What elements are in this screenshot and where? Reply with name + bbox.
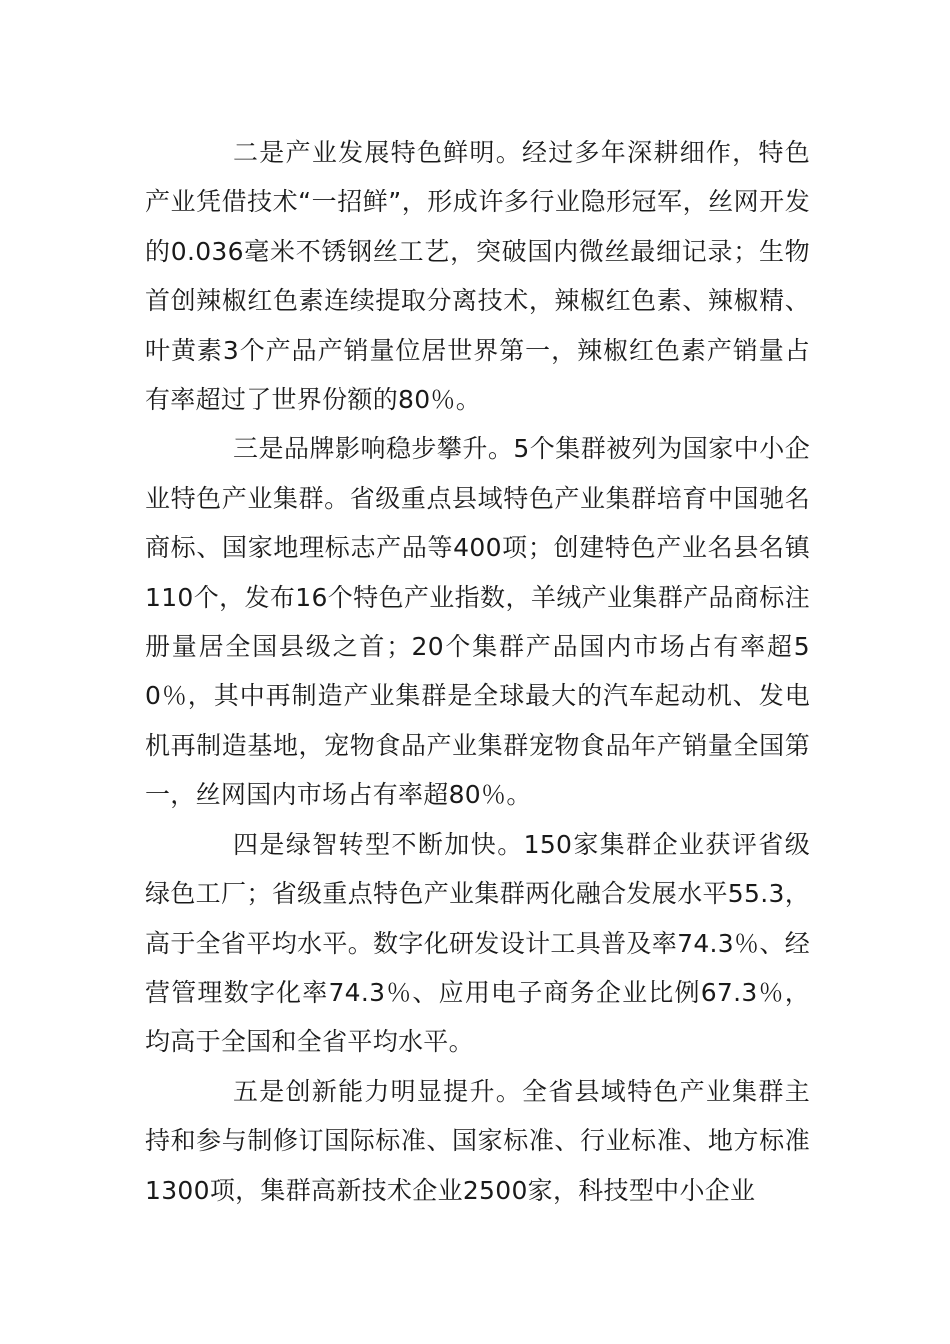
paragraph-innovation-capability: 五是创新能力明显提升。全省县域特色产业集群主持和参与制修订国际标准、国家标准、行业标准、地方标准1300项，集群高新技术企业2500家，科技型中小企业 bbox=[145, 1076, 810, 1205]
paragraph-green-smart-transformation: 四是绿智转型不断加快。150家集群企业获评省级绿色工厂；省级重点特色产业集群两化融合发展水平55.3，高于全省平均水平。数字化研发设计工具普及率74.3％、经营管理数字化率74.3％、应用电子商务企业比例67.3％，均高于全国和全省平均水平。 bbox=[145, 829, 810, 1057]
paragraph-brand-influence: 三是品牌影响稳步攀升。5个集群被列为国家中小企业特色产业集群。省级重点县域特色产业集群培育中国驰名商标、国家地理标志产品等400项；创建特色产业名县名镇110个，发布16个特色产业指数，羊绒产业集群产品商标注册量居全国县级之首；20个集群产品国内市场占有率超50％，其中再制造产业集群是全球最大的汽车起动机、发电机再制造基地，宠物食品产业集群宠物食品年产销量全国第一，丝网国内市场占有率超80％。 bbox=[145, 434, 810, 810]
document-body bbox=[145, 128, 810, 1215]
paragraph-industry-features: 二是产业发展特色鲜明。经过多年深耕细作，特色产业凭借技术“一招鲜”，形成许多行业隐形冠军，丝网开发的0.036毫米不锈钢丝工艺，突破国内微丝最细记录；生物首创辣椒红色素连续提取分离技术，辣椒红色素、辣椒精、叶黄素3个产品产销量位居世界第一，辣椒红色素产销量占有率超过了世界份额的80％。 bbox=[145, 138, 810, 415]
